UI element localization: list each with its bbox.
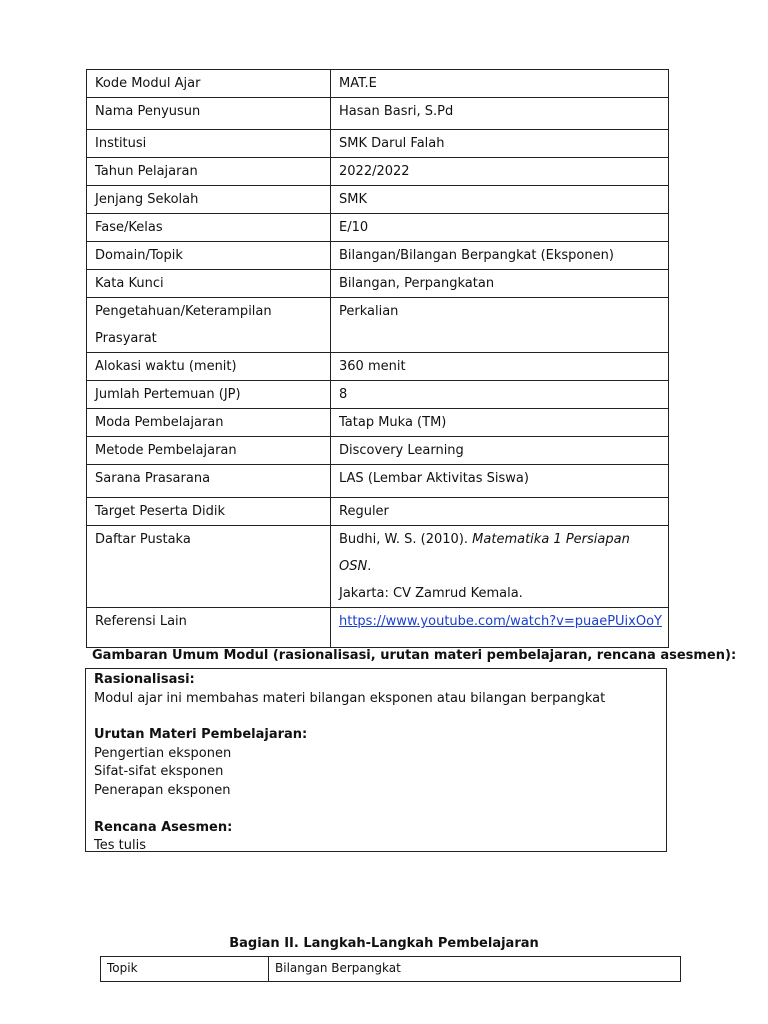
row-label: Domain/Topik xyxy=(87,242,331,270)
row-label: Referensi Lain xyxy=(87,608,331,648)
table-row xyxy=(87,186,669,214)
table-row xyxy=(87,608,669,648)
row-value: SMK xyxy=(331,186,669,214)
rasionalisasi-heading: Rasionalisasi: xyxy=(94,672,195,687)
citation-punct: . xyxy=(367,559,372,574)
row-value: 8 xyxy=(331,381,669,409)
row-label-line: Prasyarat xyxy=(95,331,157,346)
row-value: 2022/2022 xyxy=(331,158,669,186)
row-value: Bilangan, Perpangkatan xyxy=(331,270,669,298)
row-label: Kode Modul Ajar xyxy=(87,70,331,98)
reference-link[interactable]: https://www.youtube.com/watch?v=puaePUixOoY xyxy=(339,614,662,629)
section-title: Bagian II. Langkah-Langkah Pembelajaran xyxy=(229,936,539,951)
table-row xyxy=(87,353,669,381)
citation-title: Matematika 1 Persiapan OSN xyxy=(339,532,630,574)
row-label: Metode Pembelajaran xyxy=(87,437,331,465)
table-row xyxy=(87,70,669,98)
table-row xyxy=(87,98,669,130)
rasionalisasi-text: Modul ajar ini membahas materi bilangan eksponen atau bilangan berpangkat xyxy=(94,690,606,706)
row-value: LAS (Lembar Aktivitas Siswa) xyxy=(331,465,669,498)
row-label: Alokasi waktu (menit) xyxy=(87,353,331,381)
citation-author: Budhi, W. S. (2010). xyxy=(339,532,473,547)
table-row xyxy=(87,498,669,526)
row-value: Bilangan/Bilangan Berpangkat (Eksponen) xyxy=(331,242,669,270)
table-row xyxy=(87,130,669,158)
topik-table xyxy=(100,956,681,982)
row-value xyxy=(331,608,669,648)
citation-publisher: Jakarta: CV Zamrud Kemala. xyxy=(339,586,523,601)
citation-line xyxy=(339,526,660,580)
table-row xyxy=(87,214,669,242)
row-label: Jenjang Sekolah xyxy=(87,186,331,214)
row-value: Discovery Learning xyxy=(331,437,669,465)
row-value: SMK Darul Falah xyxy=(331,130,669,158)
row-label: Institusi xyxy=(87,130,331,158)
row-label: Moda Pembelajaran xyxy=(87,409,331,437)
table-row xyxy=(87,242,669,270)
list-item: Pengertian eksponen xyxy=(94,745,232,761)
row-label: Daftar Pustaka xyxy=(87,526,331,608)
table-row xyxy=(87,437,669,465)
row-value xyxy=(331,526,669,608)
row-value: 360 menit xyxy=(331,353,669,381)
row-label: Target Peserta Didik xyxy=(87,498,331,526)
row-label: Tahun Pelajaran xyxy=(87,158,331,186)
row-label: Fase/Kelas xyxy=(87,214,331,242)
table-row xyxy=(101,957,681,982)
gambaran-title: Gambaran Umum Modul (rasionalisasi, urutan materi pembelajaran, rencana asesmen): xyxy=(92,648,737,663)
module-info-table xyxy=(86,69,669,648)
asesmen-heading: Rencana Asesmen: xyxy=(94,819,233,835)
table-row xyxy=(87,381,669,409)
list-item: Sifat-sifat eksponen xyxy=(94,764,224,780)
row-value: MAT.E xyxy=(331,70,669,98)
row-label xyxy=(87,298,331,353)
table-row xyxy=(87,270,669,298)
list-item: Penerapan eksponen xyxy=(94,782,231,798)
table-row xyxy=(87,298,669,353)
asesmen-text: Tes tulis xyxy=(94,838,146,854)
row-value: E/10 xyxy=(331,214,669,242)
row-value: Hasan Basri, S.Pd xyxy=(331,98,669,130)
row-label-line: Pengetahuan/Keterampilan xyxy=(95,304,272,319)
table-row xyxy=(87,158,669,186)
row-label: Kata Kunci xyxy=(87,270,331,298)
table-row xyxy=(87,526,669,608)
row-label: Nama Penyusun xyxy=(87,98,331,130)
topik-label: Topik xyxy=(101,957,269,982)
row-value: Reguler xyxy=(331,498,669,526)
row-label: Sarana Prasarana xyxy=(87,465,331,498)
row-value: Tatap Muka (TM) xyxy=(331,409,669,437)
table-row xyxy=(87,409,669,437)
gambaran-box xyxy=(85,668,667,852)
topik-value: Bilangan Berpangkat xyxy=(269,957,681,982)
row-value: Perkalian xyxy=(331,298,669,353)
row-label: Jumlah Pertemuan (JP) xyxy=(87,381,331,409)
table-row xyxy=(87,465,669,498)
urutan-heading: Urutan Materi Pembelajaran: xyxy=(94,727,308,743)
